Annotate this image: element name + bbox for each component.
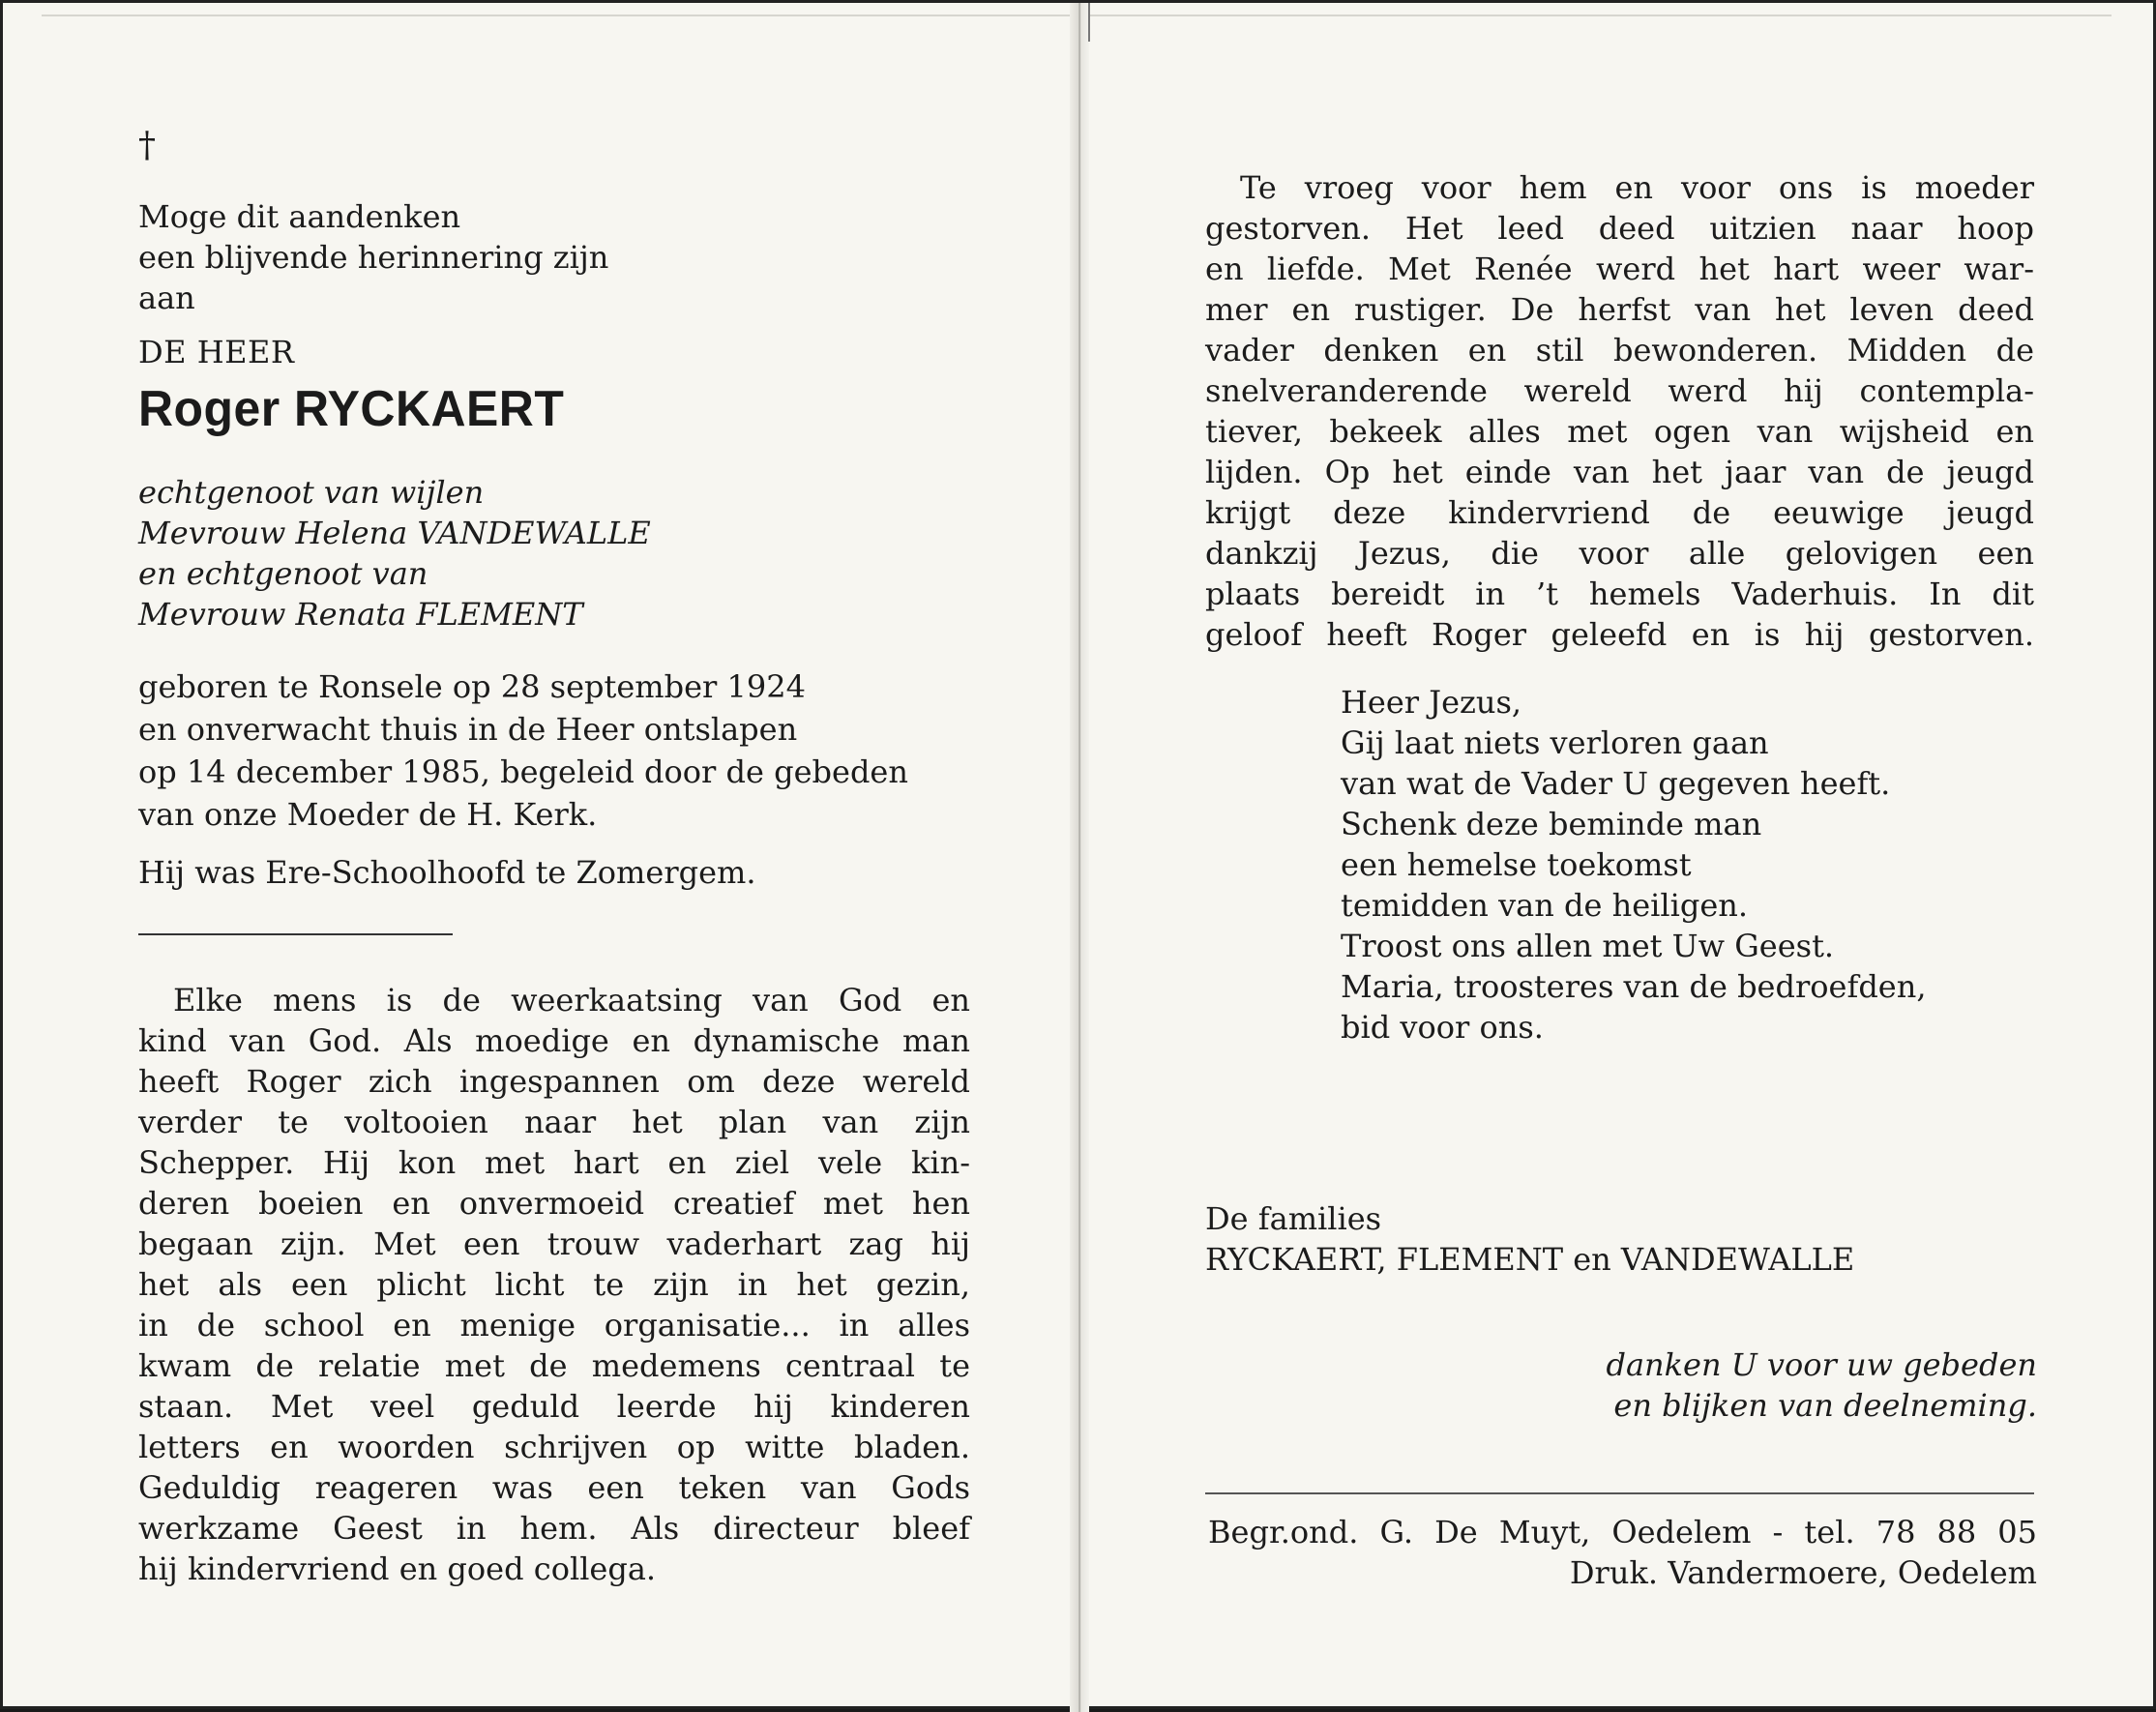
- prayer-line: bid voor ons.: [1341, 1009, 1544, 1046]
- eulogy-line: en liefde. Met Renée werd het hart weer war-: [1205, 251, 2034, 287]
- fold-notch: [1088, 3, 1090, 42]
- eulogy-line: tiever, bekeek alles met ogen van wijsheid en: [1205, 413, 2034, 450]
- tribute-line: staan. Met veel geduld leerde hij kinderen: [138, 1388, 970, 1425]
- tribute-line: in de school en menige organisatie... in alles: [138, 1307, 970, 1343]
- cross-icon: †: [138, 126, 156, 165]
- tribute-line: kind van God. Als moedige en dynamische man: [138, 1022, 970, 1059]
- birth-line: op 14 december 1985, begeleid door de gebeden: [138, 753, 908, 790]
- right-page: [1205, 3, 2037, 1712]
- families-names: RYCKAERT, FLEMENT en VANDEWALLE: [1205, 1241, 1855, 1278]
- thanks-line: en blijken van deelneming.: [1613, 1387, 2037, 1424]
- birth-death-info: [138, 665, 908, 836]
- intro-line: aan: [138, 280, 195, 316]
- spouse-info: [138, 472, 651, 635]
- tribute-line: heeft Roger zich ingespannen om deze wereld: [138, 1063, 970, 1100]
- tribute-line: Schepper. Hij kon met hart en ziel vele kin-: [138, 1144, 970, 1181]
- birth-line: geboren te Ronsele op 28 september 1924: [138, 668, 806, 705]
- center-fold: [1070, 3, 1089, 1712]
- spouse-line: en echtgenoot van: [138, 555, 428, 592]
- prayer-line: een hemelse toekomst: [1341, 846, 1692, 883]
- printer-credit: Druk. Vandermoere, Oedelem: [1569, 1554, 2037, 1591]
- divider: [138, 933, 453, 935]
- tribute-line: kwam de relatie met de medemens centraal te: [138, 1347, 970, 1384]
- eulogy-line: gestorven. Het leed deed uitzien naar hoop: [1205, 210, 2034, 247]
- prayer-line: van wat de Vader U gegeven heeft.: [1341, 765, 1891, 802]
- thanks-line: danken U voor uw gebeden: [1606, 1346, 2037, 1383]
- profession: Hij was Ere-Schoolhoofd te Zomergem.: [138, 854, 756, 891]
- eulogy-line: plaats bereidt in ’t hemels Vaderhuis. In dit: [1205, 576, 2034, 612]
- intro-line: Moge dit aandenken: [138, 198, 461, 235]
- tribute-line: deren boeien en onvermoeid creatief met hen: [138, 1185, 970, 1222]
- tribute-line: begaan zijn. Met een trouw vaderhart zag hij: [138, 1225, 970, 1262]
- prayer-line: temidden van de heiligen.: [1341, 887, 1749, 924]
- divider: [1205, 1492, 2034, 1494]
- credits: [1208, 1512, 2037, 1593]
- prayer-line: Troost ons allen met Uw Geest.: [1341, 928, 1835, 964]
- prayer-line: Gij laat niets verloren gaan: [1341, 724, 1769, 761]
- prayer-line: Schenk deze beminde man: [1341, 806, 1762, 842]
- prayer-line: Heer Jezus,: [1341, 684, 1522, 721]
- eulogy-line: Te vroeg voor hem en voor ons is moeder: [1240, 169, 2034, 206]
- tribute-line: het als een plicht licht te zijn in het gezin,: [138, 1266, 970, 1303]
- prayer: [1341, 682, 1927, 1048]
- eulogy-line: geloof heeft Roger geleefd en is hij gestorven.: [1205, 616, 2034, 653]
- tribute-line: verder te voltooien naar het plan van zijn: [138, 1104, 970, 1140]
- spouse-line: Mevrouw Helena VANDEWALLE: [138, 515, 651, 551]
- tribute-paragraph: [138, 980, 970, 1589]
- tribute-line: Geduldig reageren was een teken van Gods: [138, 1469, 970, 1506]
- eulogy-line: vader denken en stil bewonderen. Midden de: [1205, 332, 2034, 369]
- spouse-line: echtgenoot van wijlen: [138, 474, 485, 511]
- birth-line: en onverwacht thuis in de Heer ontslapen: [138, 711, 798, 748]
- eulogy-line: dankzij Jezus, die voor alle gelovigen een: [1205, 535, 2034, 572]
- thanks-note: [1606, 1344, 2037, 1426]
- eulogy-line: lijden. Op het einde van het jaar van de jeugd: [1205, 454, 2034, 490]
- tribute-line: letters en woorden schrijven op witte bladen.: [138, 1429, 970, 1465]
- eulogy-paragraph: [1205, 167, 2034, 655]
- intro-text: [138, 196, 608, 318]
- undertaker-credit: Begr.ond. G. De Muyt, Oedelem - tel. 78 88 05: [1208, 1514, 2037, 1550]
- honorific: DE HEER: [138, 334, 295, 370]
- tribute-line: hij kindervriend en goed collega.: [138, 1550, 657, 1587]
- intro-line: een blijvende herinnering zijn: [138, 239, 609, 276]
- families-block: [1205, 1198, 1854, 1280]
- spouse-line: Mevrouw Renata FLEMENT: [138, 596, 583, 633]
- eulogy-line: mer en rustiger. De herfst van het leven deed: [1205, 291, 2034, 328]
- left-page: [138, 3, 980, 1712]
- prayer-line: Maria, troosteres van de bedroefden,: [1341, 968, 1927, 1005]
- deceased-name: Roger RYCKAERT: [138, 381, 565, 437]
- families-label: De families: [1205, 1200, 1382, 1237]
- tribute-line: werkzame Geest in hem. Als directeur bleef: [138, 1510, 970, 1547]
- birth-line: van onze Moeder de H. Kerk.: [138, 796, 598, 833]
- eulogy-line: krijgt deze kindervriend de eeuwige jeugd: [1205, 494, 2034, 531]
- tribute-line: Elke mens is de weerkaatsing van God en: [173, 982, 970, 1018]
- eulogy-line: snelveranderende wereld werd hij contempla-: [1205, 372, 2034, 409]
